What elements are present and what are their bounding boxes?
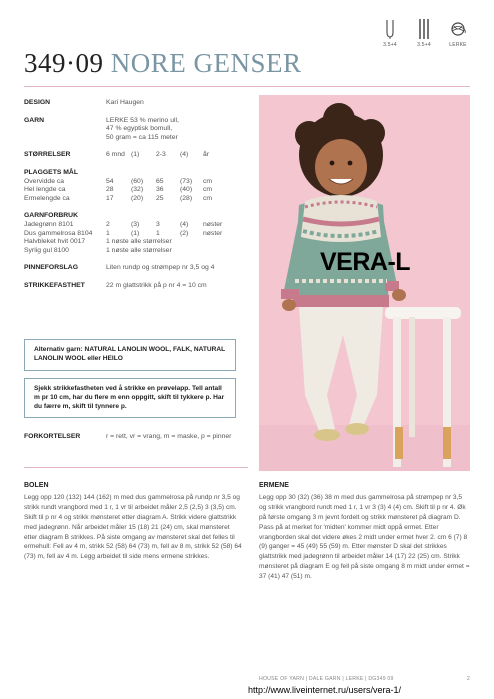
product-photo	[259, 95, 470, 471]
row-value: 1	[106, 229, 110, 237]
alternative-yarn-box: Alternativ garn: NATURAL LANOLIN WOOL, FALK, NATURAL LANOLIN WOOL eller HEILO	[24, 339, 236, 371]
size-cell: 6 mnd	[106, 151, 125, 159]
row-unit: nøster	[203, 220, 223, 228]
needles-label: PINNEFORSLAG	[24, 264, 79, 272]
row-value: (73)	[180, 177, 193, 185]
row-value: (28)	[180, 194, 193, 202]
yarn-ball-icon	[449, 18, 467, 40]
row-value: (20)	[131, 194, 144, 202]
table-row	[24, 195, 248, 204]
abbreviations-row	[24, 433, 248, 442]
row-value: 2	[106, 220, 110, 228]
table-row	[24, 186, 248, 195]
pattern-number: 349·09	[24, 48, 104, 78]
row-name: Overvidde ca	[24, 177, 65, 185]
row-name: Hel lengde ca	[24, 186, 66, 194]
yarn-use-label: GARNFORBRUK	[24, 212, 78, 220]
row-value: (4)	[180, 220, 189, 228]
row-value: 17	[106, 194, 114, 202]
bolen-title: BOLEN	[24, 482, 49, 489]
page-number: 2	[466, 676, 470, 682]
table-row	[24, 247, 248, 256]
garn-row	[24, 117, 248, 143]
garn-line: 47 % egyptisk bomull,	[106, 125, 173, 133]
ermene-section	[259, 481, 470, 582]
size-cell: år	[203, 151, 210, 159]
design-row	[24, 99, 248, 108]
measures-table	[24, 178, 248, 204]
measures-label: PLAGGETS MÅL	[24, 168, 78, 176]
gauge-label: STRIKKEFASTHET	[24, 281, 85, 289]
row-value: (3)	[131, 220, 140, 228]
table-row	[24, 230, 248, 239]
bolen-text: Legg opp 120 (132) 144 (162) m med dus gammelrosa på rundp nr 3,5 og strikk rundt vrangbord med 1 r, 1 vr til arbeidet måler 2,5 (2,5) 3 (3,5) cm. Skift til p nr 4 og strikk mønsteret etter diagram A. Strikk videre glattstrikk med jadegrønn. Når arbeidet måler 15 (18) 21 (24) cm, skal mønsteret etter diagram B strikkes. På siste omgang av mønsteret skal det felles til ermehull: Fell av 4 m, strikk 52 (58) 64 (73) m, fell av 8 m, strikk 52 (58) 64 (73) m, fell av 4 m. Legg arbeidet til side mens ermene strikkes.	[24, 493, 242, 561]
row-text: 1 nøste alle størrelser	[106, 246, 172, 254]
row-value: 1	[156, 229, 160, 237]
abbreviations-label: FORKORTELSER	[24, 433, 81, 440]
design-label: DESIGN	[24, 99, 51, 106]
knitting-needles-icon	[415, 18, 433, 40]
row-text: 1 nøste alle størrelser	[106, 238, 172, 246]
sizes-row	[24, 151, 248, 160]
crochet-hook-icon	[381, 18, 399, 40]
gauge-value: 22 m glattstrikk på p nr 4 = 10 cm	[106, 281, 207, 289]
table-row	[24, 238, 248, 247]
needles-value: Liten rundp og strømpep nr 3,5 og 4	[106, 264, 215, 272]
row-unit: nøster	[203, 229, 223, 237]
crochet-hook-label: 3.5+4	[383, 42, 397, 48]
child-in-sweater-illustration	[259, 95, 470, 471]
row-name: Dus gammelrosa 8104	[24, 229, 93, 237]
source-url-link[interactable]: http://www.liveinternet.ru/users/vera-1/	[248, 685, 402, 695]
ermene-title: ERMENE	[259, 482, 289, 489]
garn-line: 50 gram = ca 115 meter	[106, 133, 178, 141]
size-cell: 2-3	[156, 151, 166, 159]
row-value: 36	[156, 186, 164, 194]
gauge-row	[24, 282, 248, 291]
needles-label: 3.5+4	[417, 42, 431, 48]
row-value: (32)	[131, 186, 144, 194]
row-value: 65	[156, 177, 164, 185]
yarn-icons	[378, 18, 470, 48]
row-value: 54	[106, 177, 114, 185]
table-row	[24, 178, 248, 187]
row-value: (2)	[180, 229, 189, 237]
needles-row	[24, 264, 248, 273]
pattern-name: NORE GENSER	[110, 48, 302, 78]
row-value: 28	[106, 186, 114, 194]
row-unit: cm	[203, 194, 213, 202]
needles-item	[412, 18, 436, 48]
garn-value	[106, 117, 248, 143]
row-value: 3	[156, 220, 160, 228]
abbreviations-value: r = rett, vr = vrang, m = maske, p = pinner	[106, 433, 232, 440]
yarn-item	[446, 18, 470, 48]
design-value: Kari Haugen	[106, 99, 144, 106]
sizes-label: STØRRELSER	[24, 151, 71, 159]
page-title	[24, 48, 302, 79]
gauge-note-box: Sjekk strikkefastheten ved å strikke en prøvelapp. Tell antall m pr 10 cm, har du flere m enn oppgitt, skift til tykkere p. Har du færre m, skift til tynnere p.	[24, 378, 236, 418]
row-name: Syrlig gul 8100	[24, 246, 69, 254]
row-name: Ermelengde ca	[24, 194, 70, 202]
section-divider	[24, 467, 248, 468]
yarn-use-table	[24, 221, 248, 255]
size-cell: (1)	[131, 151, 140, 159]
row-unit: cm	[203, 177, 213, 185]
table-row	[24, 221, 248, 230]
row-name: Jadegrønn 8101	[24, 220, 74, 228]
ermene-text: Legg opp 30 (32) (36) 38 m med dus gammelrosa på strømpep nr 3,5 og strikk vrangbord rundt med 1 r, 1 vr 3 (3) 4 (4) cm. Skift til p nr 4. Øk på første omgang 3 m jevnt fordelt og strikk mønsteret på diagram D. Pass på at merket for 'midten' kommer midt oppå ermet. Etter vrangborden skal det videre økes 2 midt under ermet hver 2. cm 6 (7) 8 (9) ganger = 45 (49) 55 (59) m. Etter mønster D skal det strikkes glattstrikk med jadegrønn til arbeidet måler 14 (17) 22 (25) cm. Strikk mønsteret på diagram E og fell på siste omgang 8 m midt under ermet = 37 (41) 47 (51) m.	[259, 493, 470, 581]
row-name: Halvbleket hvit 0017	[24, 238, 86, 246]
footer-text: HOUSE OF YARN | DALE GARN | LERKE | DG349 09	[259, 676, 394, 682]
garn-label: GARN	[24, 116, 45, 124]
page-footer	[259, 676, 470, 682]
row-value: (40)	[180, 186, 193, 194]
row-value: (60)	[131, 177, 144, 185]
watermark-text: VERA-L	[320, 248, 411, 276]
row-unit: cm	[203, 186, 213, 194]
bolen-section	[24, 481, 242, 562]
crochet-hook-item	[378, 18, 402, 48]
yarn-label: LERKE	[449, 42, 467, 48]
size-cell: (4)	[180, 151, 189, 159]
title-divider	[24, 86, 470, 87]
row-value: 25	[156, 194, 164, 202]
row-value: (1)	[131, 229, 140, 237]
garn-line: LERKE 53 % merino ull,	[106, 116, 179, 124]
specs-block	[24, 99, 248, 291]
